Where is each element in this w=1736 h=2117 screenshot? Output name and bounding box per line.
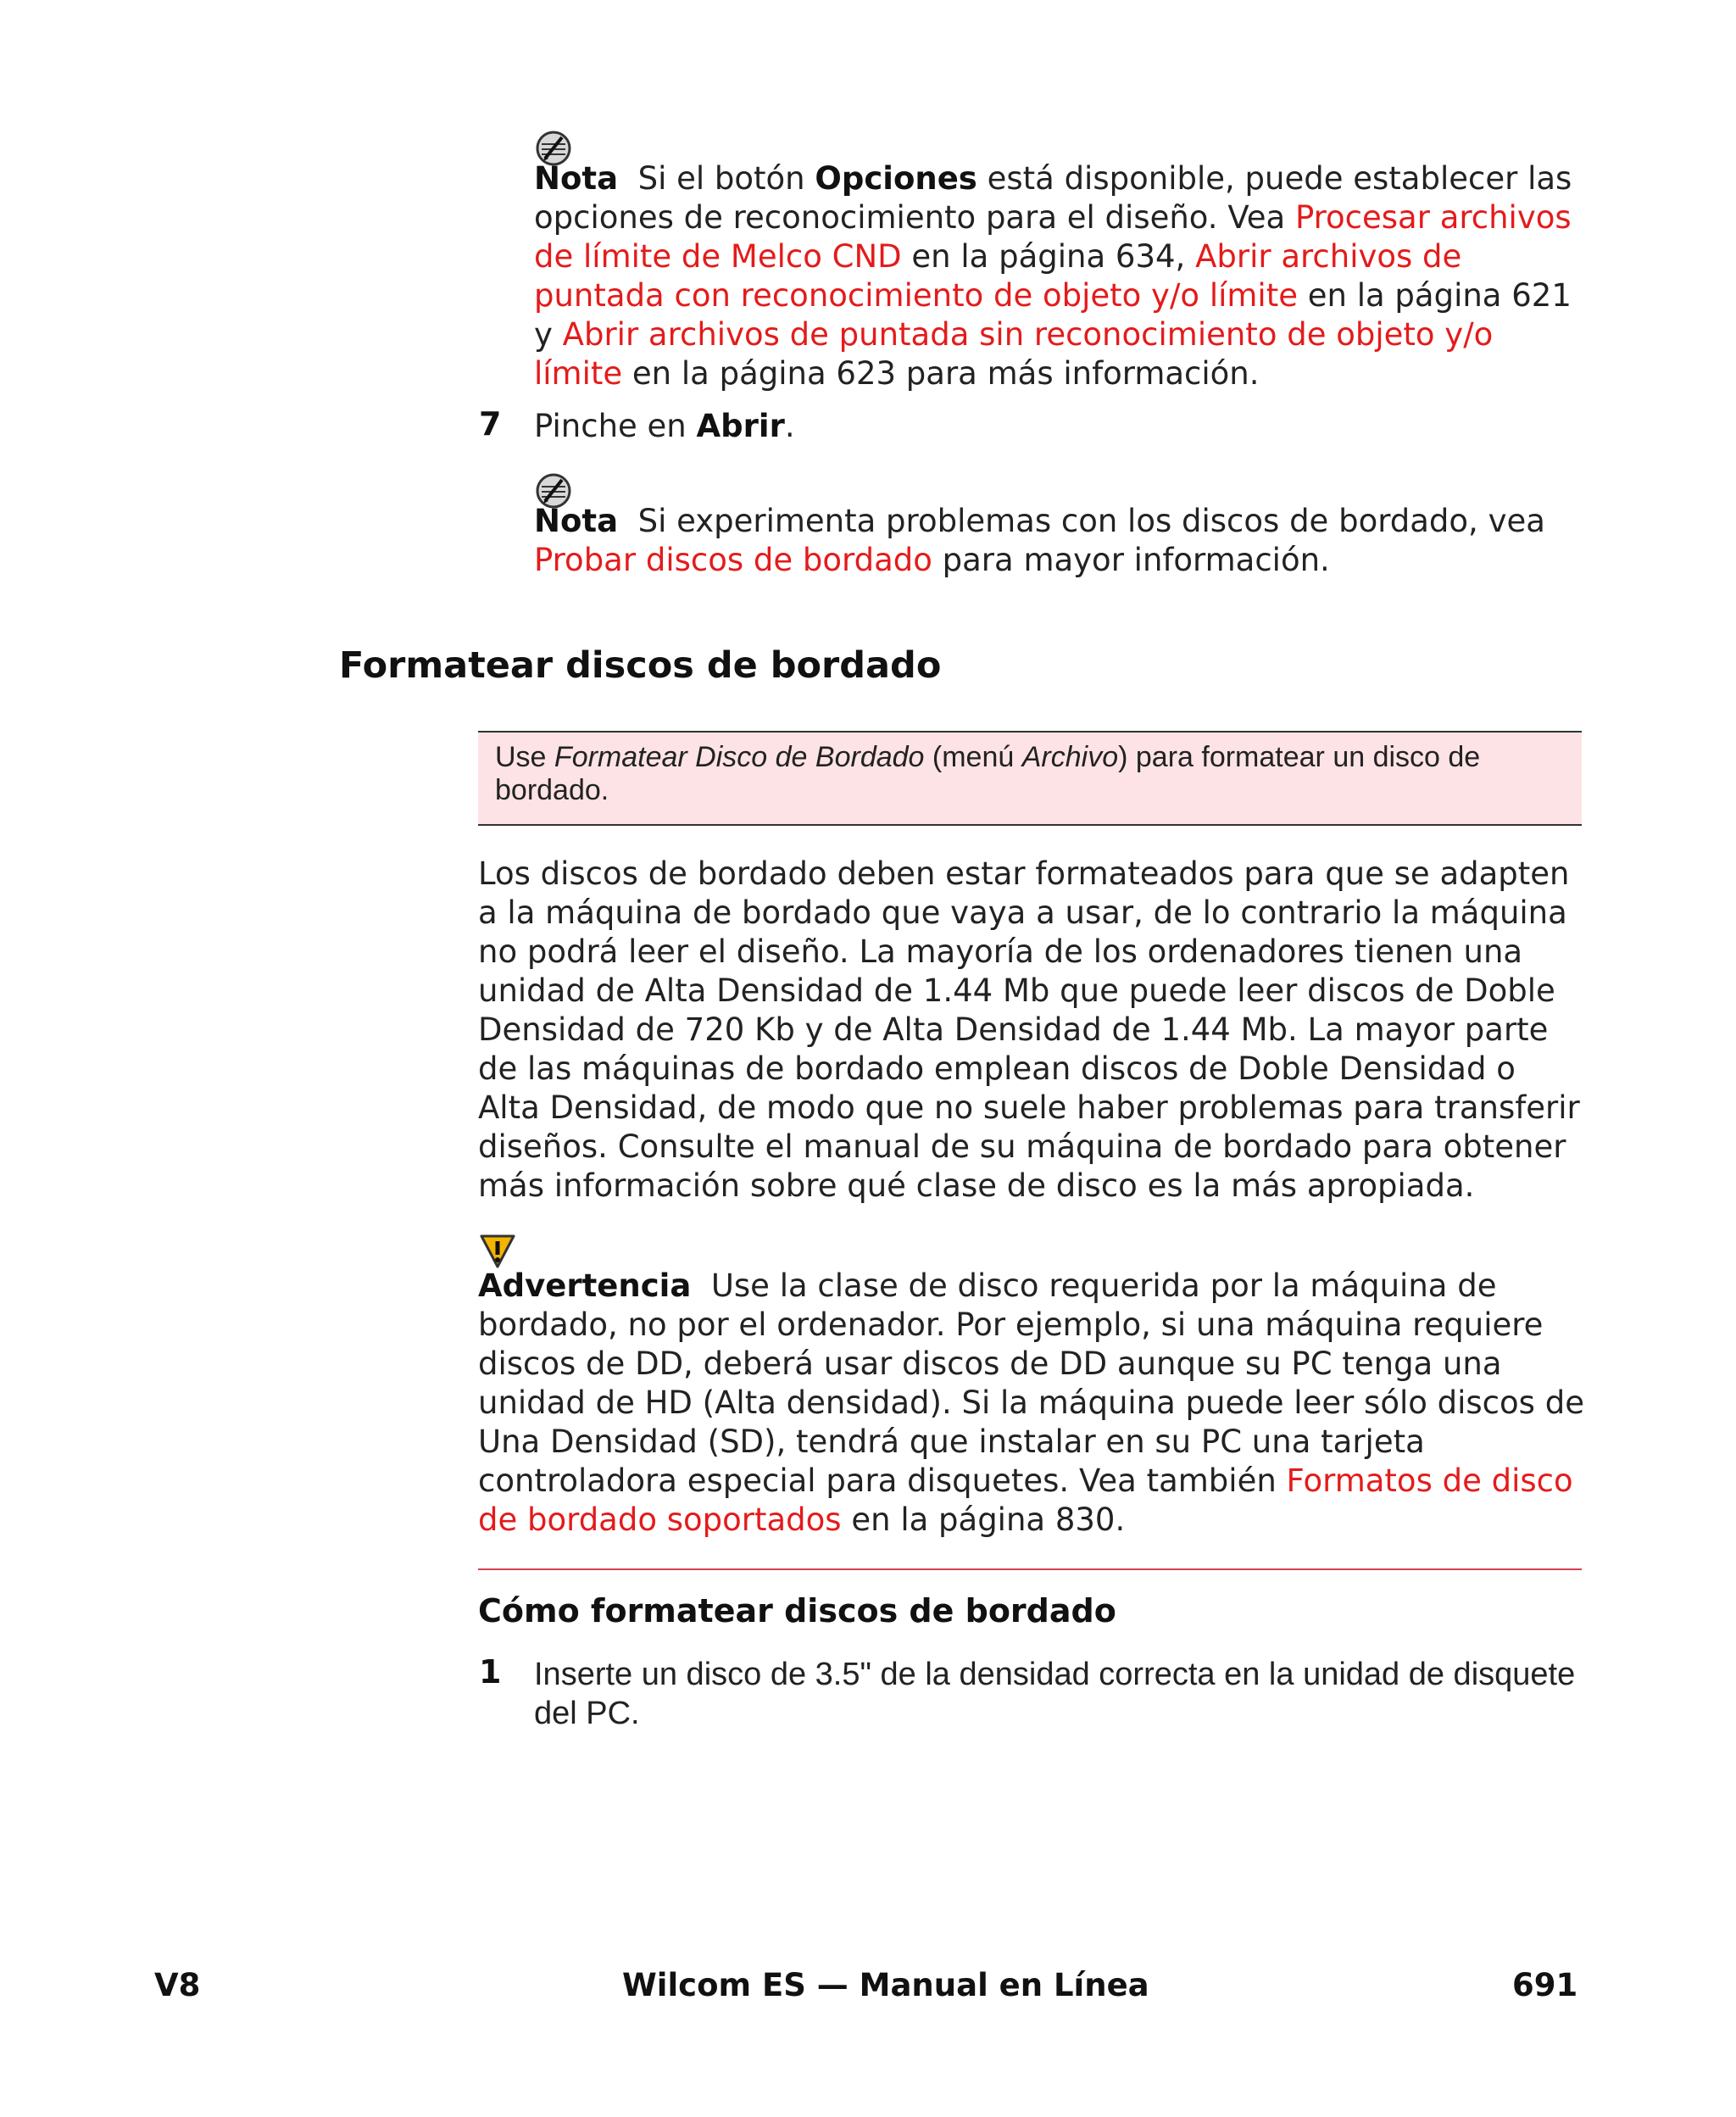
note-text-run: Si experimenta problemas con los discos de bordado, vea bbox=[637, 503, 1545, 539]
note-block bbox=[534, 471, 1585, 580]
command-name: Formatear Disco de Bordado bbox=[554, 741, 925, 773]
step-text: Inserte un disco de 3.5" de la densidad correcta en la unidad de disquete del PC. bbox=[534, 1657, 1576, 1731]
footer-version: V8 bbox=[154, 1967, 201, 2003]
step-text-run: . bbox=[784, 408, 795, 444]
summary-box bbox=[478, 731, 1582, 826]
link-abrir-con-reconocimiento[interactable]: Abrir archivos de puntada con reconocimiento de objeto y/o límite bbox=[534, 238, 1462, 314]
link-probar-discos[interactable]: Probar discos de bordado bbox=[534, 542, 932, 578]
warning-text-run: Use la clase de disco requerida por la máquina de bordado, no por el ordenador. Por ejemplo, si una máquina requiere discos de DD, deberá usar discos de DD aunque su PC tenga una unidad de HD (Alta densidad). Si la máquina puede leer sólo discos de Una Densidad (SD), tendrá que instalar en su PC una tarjeta controladora especial para disquetes. Vea también bbox=[478, 1267, 1584, 1499]
note-text-run: en la página 634, bbox=[901, 238, 1196, 275]
step-number: 7 bbox=[479, 405, 502, 443]
page-number: 691 bbox=[1512, 1967, 1578, 2003]
step-text-run: Pinche en bbox=[534, 408, 697, 444]
step-text bbox=[534, 407, 1585, 446]
note-text bbox=[534, 159, 1585, 393]
warning-icon bbox=[478, 1231, 517, 1270]
summary-text-run: ) para formatear un disco de bordado. bbox=[495, 741, 1481, 806]
footer-title: Wilcom ES — Manual en Línea bbox=[622, 1967, 1149, 2003]
options-bold: Opciones bbox=[815, 160, 977, 197]
note-text-run: Si el botón bbox=[637, 160, 815, 197]
warning-block bbox=[478, 1231, 1585, 1540]
warning-text-run: en la página 830. bbox=[841, 1501, 1126, 1538]
note-label: Nota bbox=[534, 160, 619, 197]
abrir-bold: Abrir bbox=[696, 408, 785, 444]
section-title: Formatear discos de bordado bbox=[339, 644, 942, 687]
step-number: 1 bbox=[479, 1653, 502, 1691]
note-text bbox=[534, 502, 1585, 580]
link-abrir-sin-reconocimiento[interactable]: Abrir archivos de puntada sin reconocimiento de objeto y/o límite bbox=[534, 316, 1494, 392]
note-text-run: para mayor información. bbox=[932, 542, 1330, 578]
note-text-run: en la página 623 para más información. bbox=[622, 355, 1260, 392]
warning-label: Advertencia bbox=[478, 1267, 692, 1304]
link-formatos-disco[interactable]: Formatos de disco de bordado soportados bbox=[478, 1462, 1573, 1538]
note-text-run: está disponible, puede establecer las opciones de reconocimiento para el diseño. Vea bbox=[534, 160, 1572, 236]
note-text-run: en la página 621 y bbox=[534, 277, 1572, 353]
note-label: Nota bbox=[534, 503, 619, 539]
note-block bbox=[534, 129, 1585, 393]
warning-text bbox=[478, 1267, 1585, 1540]
section-divider bbox=[478, 1568, 1582, 1570]
menu-name: Archivo bbox=[1021, 741, 1119, 773]
summary-text-run: (menú bbox=[924, 741, 1022, 773]
subsection-title: Cómo formatear discos de bordado bbox=[478, 1592, 1116, 1630]
link-procesar-limite-melco[interactable]: Procesar archivos de límite de Melco CND bbox=[534, 199, 1572, 275]
summary-text-run: Use bbox=[495, 741, 554, 773]
body-paragraph: Los discos de bordado deben estar formateados para que se adapten a la máquina de bordado que vaya a usar, de lo contrario la máquina no podrá leer el diseño. La mayoría de los ordenadores tienen una unidad de Alta Densidad de 1.44 Mb que puede leer discos de Doble Densidad de 720 Kb y de Alta Densidad de 1.44 Mb. La mayor parte de las máquinas de bordado emplean discos de Doble Densidad o Alta Densidad, de modo que no suele haber problemas para transferir diseños. Consulte el manual de su máquina de bordado para obtener más información sobre qué clase de disco es la más apropiada. bbox=[478, 855, 1580, 1204]
